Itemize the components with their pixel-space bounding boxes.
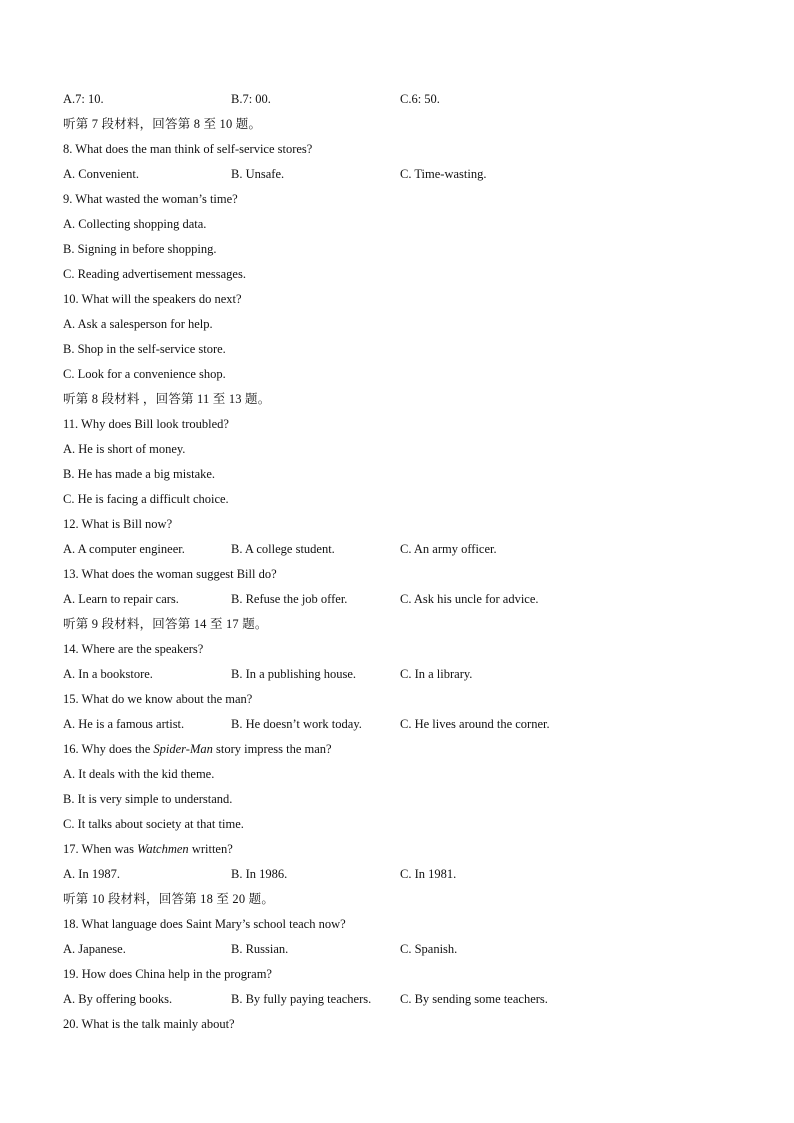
option-c: C. Ask his uncle for advice. bbox=[400, 592, 539, 606]
question-prefix: 16. Why does the bbox=[63, 742, 154, 756]
option-b: B. Russian. bbox=[231, 942, 289, 956]
question bbox=[63, 837, 743, 862]
option-c: C. In 1981. bbox=[400, 867, 457, 881]
question: 14. Where are the speakers? bbox=[63, 642, 204, 656]
option: B. Shop in the self-service store. bbox=[63, 342, 226, 356]
option-b: B. In 1986. bbox=[231, 867, 288, 881]
option: A. Collecting shopping data. bbox=[63, 217, 207, 231]
option-b: B. Unsafe. bbox=[231, 167, 285, 181]
option-a: A. A computer engineer. bbox=[63, 542, 185, 556]
section-heading: 听第 7 段材料，回答第 8 至 10 题。 bbox=[63, 117, 262, 131]
option: B. Signing in before shopping. bbox=[63, 242, 217, 256]
question: 13. What does the woman suggest Bill do? bbox=[63, 567, 277, 581]
question bbox=[63, 737, 743, 762]
option-row bbox=[63, 587, 743, 612]
option: C. It talks about society at that time. bbox=[63, 817, 244, 831]
option-c: C. He lives around the corner. bbox=[400, 717, 550, 731]
option-a: A. In 1987. bbox=[63, 867, 120, 881]
option-a: A. In a bookstore. bbox=[63, 667, 153, 681]
question: 11. Why does Bill look troubled? bbox=[63, 417, 229, 431]
option: A. He is short of money. bbox=[63, 442, 186, 456]
option-b: B. Refuse the job offer. bbox=[231, 592, 348, 606]
italic-title: Watchmen bbox=[137, 842, 189, 856]
option-row bbox=[63, 862, 743, 887]
option-row bbox=[63, 987, 743, 1012]
question: 12. What is Bill now? bbox=[63, 517, 173, 531]
question-prefix: 17. When was bbox=[63, 842, 138, 856]
option-b: B. A college student. bbox=[231, 542, 335, 556]
section-heading: 听第 9 段材料，回答第 14 至 17 题。 bbox=[63, 617, 268, 631]
option-a: A. By offering books. bbox=[63, 992, 173, 1006]
option-b: B. By fully paying teachers. bbox=[231, 992, 372, 1006]
option-row bbox=[63, 162, 743, 187]
option-row bbox=[63, 537, 743, 562]
option-c: C. In a library. bbox=[400, 667, 473, 681]
option-b: B. He doesn’t work today. bbox=[231, 717, 362, 731]
option-row bbox=[63, 937, 743, 962]
option-a: A.7: 10. bbox=[63, 92, 104, 106]
option: B. It is very simple to understand. bbox=[63, 792, 233, 806]
question: 15. What do we know about the man? bbox=[63, 692, 253, 706]
question: 20. What is the talk mainly about? bbox=[63, 1017, 235, 1031]
option: A. Ask a salesperson for help. bbox=[63, 317, 213, 331]
question: 9. What wasted the woman’s time? bbox=[63, 192, 238, 206]
option-row bbox=[63, 87, 743, 112]
option-a: A. Convenient. bbox=[63, 167, 140, 181]
question: 10. What will the speakers do next? bbox=[63, 292, 242, 306]
option-c: C. An army officer. bbox=[400, 542, 497, 556]
question-suffix: written? bbox=[188, 842, 233, 856]
option-row bbox=[63, 662, 743, 687]
option-row bbox=[63, 712, 743, 737]
option: C. He is facing a difficult choice. bbox=[63, 492, 229, 506]
option-a: A. Japanese. bbox=[63, 942, 126, 956]
option-c: C.6: 50. bbox=[400, 92, 440, 106]
option-c: C. Time-wasting. bbox=[400, 167, 487, 181]
option-a: A. He is a famous artist. bbox=[63, 717, 185, 731]
option-c: C. Spanish. bbox=[400, 942, 458, 956]
section-heading: 听第 8 段材料 ，回答第 11 至 13 题。 bbox=[63, 392, 271, 406]
section-heading: 听第 10 段材料，回答第 18 至 20 题。 bbox=[63, 892, 275, 906]
option-b: B.7: 00. bbox=[231, 92, 271, 106]
option: C. Reading advertisement messages. bbox=[63, 267, 246, 281]
italic-title: Spider-Man bbox=[153, 742, 213, 756]
option-b: B. In a publishing house. bbox=[231, 667, 356, 681]
option: A. It deals with the kid theme. bbox=[63, 767, 215, 781]
question: 19. How does China help in the program? bbox=[63, 967, 272, 981]
question: 8. What does the man think of self-service stores? bbox=[63, 142, 313, 156]
option: B. He has made a big mistake. bbox=[63, 467, 216, 481]
option-a: A. Learn to repair cars. bbox=[63, 592, 179, 606]
exam-page bbox=[63, 87, 743, 1037]
option-c: C. By sending some teachers. bbox=[400, 992, 548, 1006]
question: 18. What language does Saint Mary’s school teach now? bbox=[63, 917, 346, 931]
question-suffix: story impress the man? bbox=[212, 742, 332, 756]
option: C. Look for a convenience shop. bbox=[63, 367, 226, 381]
